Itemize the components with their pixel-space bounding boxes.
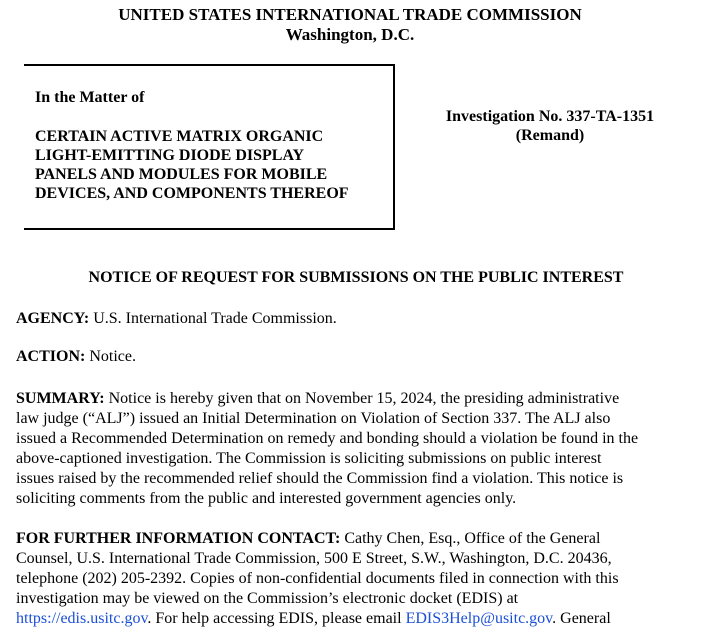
agency-label: AGENCY: <box>16 310 90 327</box>
summary-line: soliciting comments from the public and interested government agencies only. <box>16 490 517 507</box>
summary-line: Notice is hereby given that on November 15, 2024, the presiding administrative <box>104 390 620 407</box>
notice-title: NOTICE OF REQUEST FOR SUBMISSIONS ON THE PUBLIC INTEREST <box>88 269 624 286</box>
summary-line: issues raised by the recommended relief should the Commission find a violation. This notice is <box>16 470 624 487</box>
contact-line: . General <box>552 610 611 627</box>
contact-line: telephone (202) 205-2392. Copies of non-confidential documents filed in connection with this <box>16 570 619 587</box>
summary-section <box>16 389 700 509</box>
contact-line: Cathy Chen, Esq., Office of the General <box>340 530 601 547</box>
action-section <box>16 347 700 367</box>
case-caption-box <box>24 64 395 230</box>
agency-location: Washington, D.C. <box>285 25 415 44</box>
in-the-matter-label: In the Matter of <box>35 89 145 106</box>
summary-line: issued a Recommended Determination on remedy and bonding should a violation be found in the <box>16 430 639 447</box>
contact-line: . For help accessing EDIS, please email <box>147 610 406 627</box>
edis-help-email-link[interactable]: EDIS3Help@usitc.gov <box>405 610 553 627</box>
investigation-remand: (Remand) <box>515 127 585 144</box>
summary-line: law judge (“ALJ”) issued an Initial Determination on Violation of Section 337. The ALJ also <box>16 410 611 427</box>
agency-header: UNITED STATES INTERNATIONAL TRADE COMMISSION <box>118 5 582 24</box>
agency-text: U.S. International Trade Commission. <box>89 310 337 327</box>
action-label: ACTION: <box>16 348 86 365</box>
contact-section <box>16 529 700 627</box>
edis-link[interactable]: https://edis.usitc.gov <box>16 610 148 627</box>
case-caption-title: CERTAIN ACTIVE MATRIX ORGANIC LIGHT-EMITTING DIODE DISPLAY PANELS AND MODULES FOR MOBILE DEVICES, AND COMPONENTS THEREOF <box>35 128 349 202</box>
investigation-number: Investigation No. 337-TA-1351 <box>445 108 655 125</box>
summary-label: SUMMARY: <box>16 390 105 407</box>
agency-section <box>16 309 700 329</box>
action-text: Notice. <box>85 348 136 365</box>
contact-line: Counsel, U.S. International Trade Commission, 500 E Street, S.W., Washington, D.C. 20436, <box>16 550 612 567</box>
contact-line: investigation may be viewed on the Commission’s electronic docket (EDIS) at <box>16 590 519 607</box>
contact-label: FOR FURTHER INFORMATION CONTACT: <box>16 530 341 547</box>
summary-line: above-captioned investigation. The Commission is soliciting submissions on public interest <box>16 450 602 467</box>
